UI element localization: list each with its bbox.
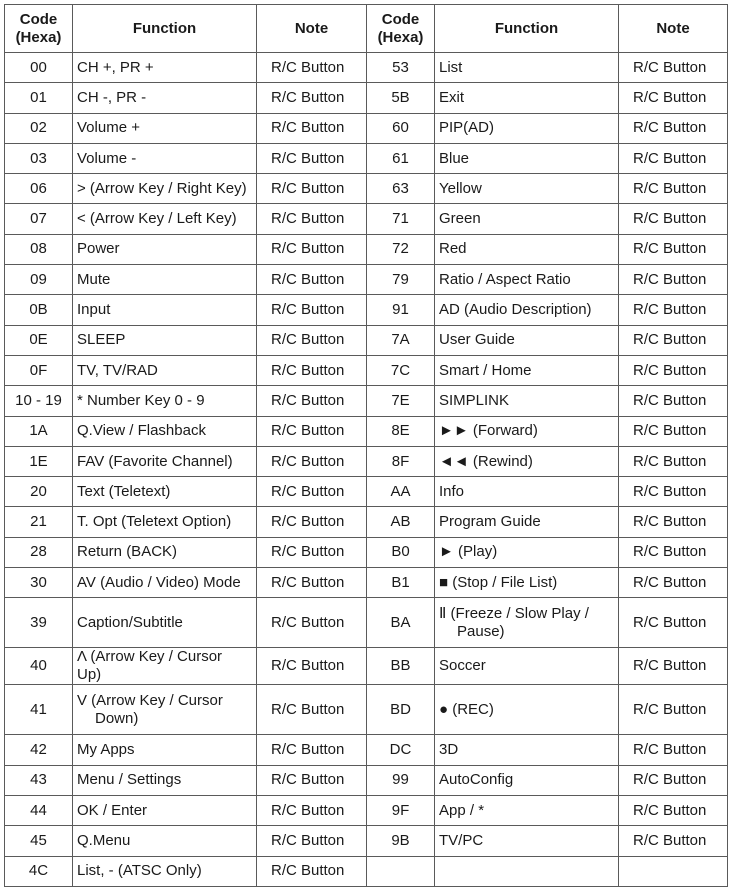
note-cell: R/C Button [257,795,367,825]
note-cell: R/C Button [257,598,367,648]
table-row [5,446,728,476]
code-cell: 10 - 19 [5,386,73,416]
function-cell: ◄◄ (Rewind) [435,446,619,476]
function-cell: AD (Audio Description) [435,295,619,325]
function-cell: AV (Audio / Video) Mode [73,568,257,598]
note-cell: R/C Button [619,446,728,476]
code-cell: 42 [5,735,73,765]
table-row [5,355,728,385]
note-cell: R/C Button [257,53,367,83]
code-cell: AB [367,507,435,537]
table-row [5,234,728,264]
code-cell: 5B [367,83,435,113]
header-code-left [5,5,73,53]
table-row [5,648,728,685]
function-cell: ■ (Stop / File List) [435,568,619,598]
note-cell: R/C Button [619,795,728,825]
function-cell [435,598,619,648]
function-cell: Input [73,295,257,325]
note-cell: R/C Button [619,537,728,567]
function-cell: T. Opt (Teletext Option) [73,507,257,537]
code-cell: 45 [5,826,73,856]
table-row [5,685,728,735]
note-cell: R/C Button [619,477,728,507]
function-cell-line2: Pause) [457,622,505,640]
function-cell: CH +, PR + [73,53,257,83]
note-cell: R/C Button [257,174,367,204]
note-cell: R/C Button [257,325,367,355]
function-cell: User Guide [435,325,619,355]
function-cell-line1: Ⅱ (Freeze / Slow Play / [439,604,589,622]
function-cell: ►► (Forward) [435,416,619,446]
table-row [5,83,728,113]
function-cell: TV, TV/RAD [73,355,257,385]
code-cell: 0F [5,355,73,385]
code-cell: BB [367,648,435,685]
code-cell: 7C [367,355,435,385]
function-cell: Red [435,234,619,264]
note-cell: R/C Button [619,174,728,204]
code-cell: 0E [5,325,73,355]
note-cell: R/C Button [619,765,728,795]
code-cell: 72 [367,234,435,264]
table-row [5,598,728,648]
header-note-right: Note [619,5,728,53]
function-cell: < (Arrow Key / Left Key) [73,204,257,234]
table-row [5,386,728,416]
note-cell: R/C Button [619,685,728,735]
table-row [5,856,728,886]
note-cell: R/C Button [619,113,728,143]
note-cell: R/C Button [619,507,728,537]
code-cell: 91 [367,295,435,325]
table-body [5,53,728,887]
function-cell: AutoConfig [435,765,619,795]
note-cell: R/C Button [619,355,728,385]
function-cell: List, - (ATSC Only) [73,856,257,886]
code-cell: 07 [5,204,73,234]
code-cell: 41 [5,685,73,735]
code-cell: BD [367,685,435,735]
function-cell: Volume - [73,143,257,173]
table-row [5,295,728,325]
note-cell: R/C Button [257,826,367,856]
function-cell-line1: V (Arrow Key / Cursor [77,691,223,709]
note-cell: R/C Button [619,325,728,355]
note-cell: R/C Button [257,143,367,173]
code-cell: 30 [5,568,73,598]
note-cell: R/C Button [257,568,367,598]
function-cell: Green [435,204,619,234]
code-cell: 02 [5,113,73,143]
function-cell: Yellow [435,174,619,204]
header-note-left: Note [257,5,367,53]
note-cell: R/C Button [257,735,367,765]
function-cell: Text (Teletext) [73,477,257,507]
function-cell: Smart / Home [435,355,619,385]
code-cell: 8F [367,446,435,476]
table-row [5,204,728,234]
code-cell: 39 [5,598,73,648]
function-cell: PIP(AD) [435,113,619,143]
header-function-right: Function [435,5,619,53]
note-cell: R/C Button [619,204,728,234]
code-cell: 61 [367,143,435,173]
code-cell: 44 [5,795,73,825]
table-row [5,53,728,83]
function-cell: 3D [435,735,619,765]
note-cell: R/C Button [257,446,367,476]
code-cell: 1E [5,446,73,476]
table-row [5,795,728,825]
note-cell: R/C Button [619,386,728,416]
header-code-line1: Code [381,10,420,28]
note-cell: R/C Button [619,83,728,113]
code-cell: B1 [367,568,435,598]
function-cell: * Number Key 0 - 9 [73,386,257,416]
note-cell: R/C Button [619,826,728,856]
function-cell: Info [435,477,619,507]
table-row [5,537,728,567]
code-cell: 03 [5,143,73,173]
code-cell: 08 [5,234,73,264]
function-cell: Caption/Subtitle [73,598,257,648]
code-cell [367,856,435,886]
code-cell: 09 [5,265,73,295]
ir-code-table [4,4,728,887]
header-code-line1: Code [19,10,58,28]
code-cell: 8E [367,416,435,446]
function-cell: Menu / Settings [73,765,257,795]
function-cell [73,685,257,735]
code-cell: 4C [5,856,73,886]
table-row [5,143,728,173]
note-cell: R/C Button [619,53,728,83]
table-row [5,174,728,204]
function-cell-line2: Down) [95,709,139,727]
function-cell: OK / Enter [73,795,257,825]
code-cell: 79 [367,265,435,295]
table-row [5,507,728,537]
note-cell: R/C Button [257,537,367,567]
code-cell: 01 [5,83,73,113]
function-cell [435,856,619,886]
function-cell: My Apps [73,735,257,765]
code-cell: 9F [367,795,435,825]
code-cell: 1A [5,416,73,446]
table-row [5,265,728,295]
function-cell: Λ (Arrow Key / Cursor Up) [73,648,257,685]
code-cell: AA [367,477,435,507]
note-cell: R/C Button [257,234,367,264]
note-cell: R/C Button [619,295,728,325]
table-row [5,765,728,795]
note-cell: R/C Button [257,765,367,795]
function-cell: CH -, PR - [73,83,257,113]
note-cell: R/C Button [619,598,728,648]
code-cell: 40 [5,648,73,685]
code-cell: 0B [5,295,73,325]
table-row [5,826,728,856]
function-cell: App / * [435,795,619,825]
function-cell: Ratio / Aspect Ratio [435,265,619,295]
note-cell: R/C Button [257,83,367,113]
note-cell: R/C Button [619,568,728,598]
function-cell: > (Arrow Key / Right Key) [73,174,257,204]
note-cell: R/C Button [257,355,367,385]
code-cell: BA [367,598,435,648]
table-row [5,416,728,446]
code-cell: DC [367,735,435,765]
code-cell: B0 [367,537,435,567]
note-cell: R/C Button [257,204,367,234]
header-code-line2: (Hexa) [377,28,424,46]
function-cell: SIMPLINK [435,386,619,416]
note-cell: R/C Button [257,265,367,295]
note-cell: R/C Button [619,416,728,446]
code-cell: 71 [367,204,435,234]
function-cell: TV/PC [435,826,619,856]
header-row [5,5,728,53]
note-cell: R/C Button [619,234,728,264]
function-cell: ● (REC) [435,685,619,735]
note-cell: R/C Button [257,416,367,446]
code-cell: 63 [367,174,435,204]
table-row [5,113,728,143]
function-cell: FAV (Favorite Channel) [73,446,257,476]
function-cell: Mute [73,265,257,295]
code-cell: 7E [367,386,435,416]
function-cell: ► (Play) [435,537,619,567]
table-row [5,568,728,598]
note-cell: R/C Button [257,856,367,886]
note-cell: R/C Button [619,265,728,295]
function-cell: Program Guide [435,507,619,537]
note-cell: R/C Button [257,113,367,143]
table-row [5,735,728,765]
function-cell: List [435,53,619,83]
code-cell: 28 [5,537,73,567]
note-cell: R/C Button [257,477,367,507]
function-cell: Blue [435,143,619,173]
header-code-right [367,5,435,53]
table-row [5,325,728,355]
code-cell: 60 [367,113,435,143]
note-cell [619,856,728,886]
function-cell: Q.View / Flashback [73,416,257,446]
function-cell: Return (BACK) [73,537,257,567]
function-cell: Soccer [435,648,619,685]
function-cell: Volume + [73,113,257,143]
code-cell: 99 [367,765,435,795]
note-cell: R/C Button [257,685,367,735]
code-cell: 9B [367,826,435,856]
note-cell: R/C Button [257,648,367,685]
note-cell: R/C Button [619,143,728,173]
function-cell: Q.Menu [73,826,257,856]
function-cell: Exit [435,83,619,113]
function-cell: SLEEP [73,325,257,355]
code-cell: 06 [5,174,73,204]
code-cell: 7A [367,325,435,355]
note-cell: R/C Button [619,735,728,765]
note-cell: R/C Button [257,386,367,416]
code-cell: 20 [5,477,73,507]
table-row [5,477,728,507]
note-cell: R/C Button [257,295,367,325]
code-cell: 53 [367,53,435,83]
note-cell: R/C Button [257,507,367,537]
header-code-line2: (Hexa) [15,28,62,46]
header-function-left: Function [73,5,257,53]
note-cell: R/C Button [619,648,728,685]
code-cell: 43 [5,765,73,795]
code-cell: 21 [5,507,73,537]
function-cell: Power [73,234,257,264]
code-cell: 00 [5,53,73,83]
